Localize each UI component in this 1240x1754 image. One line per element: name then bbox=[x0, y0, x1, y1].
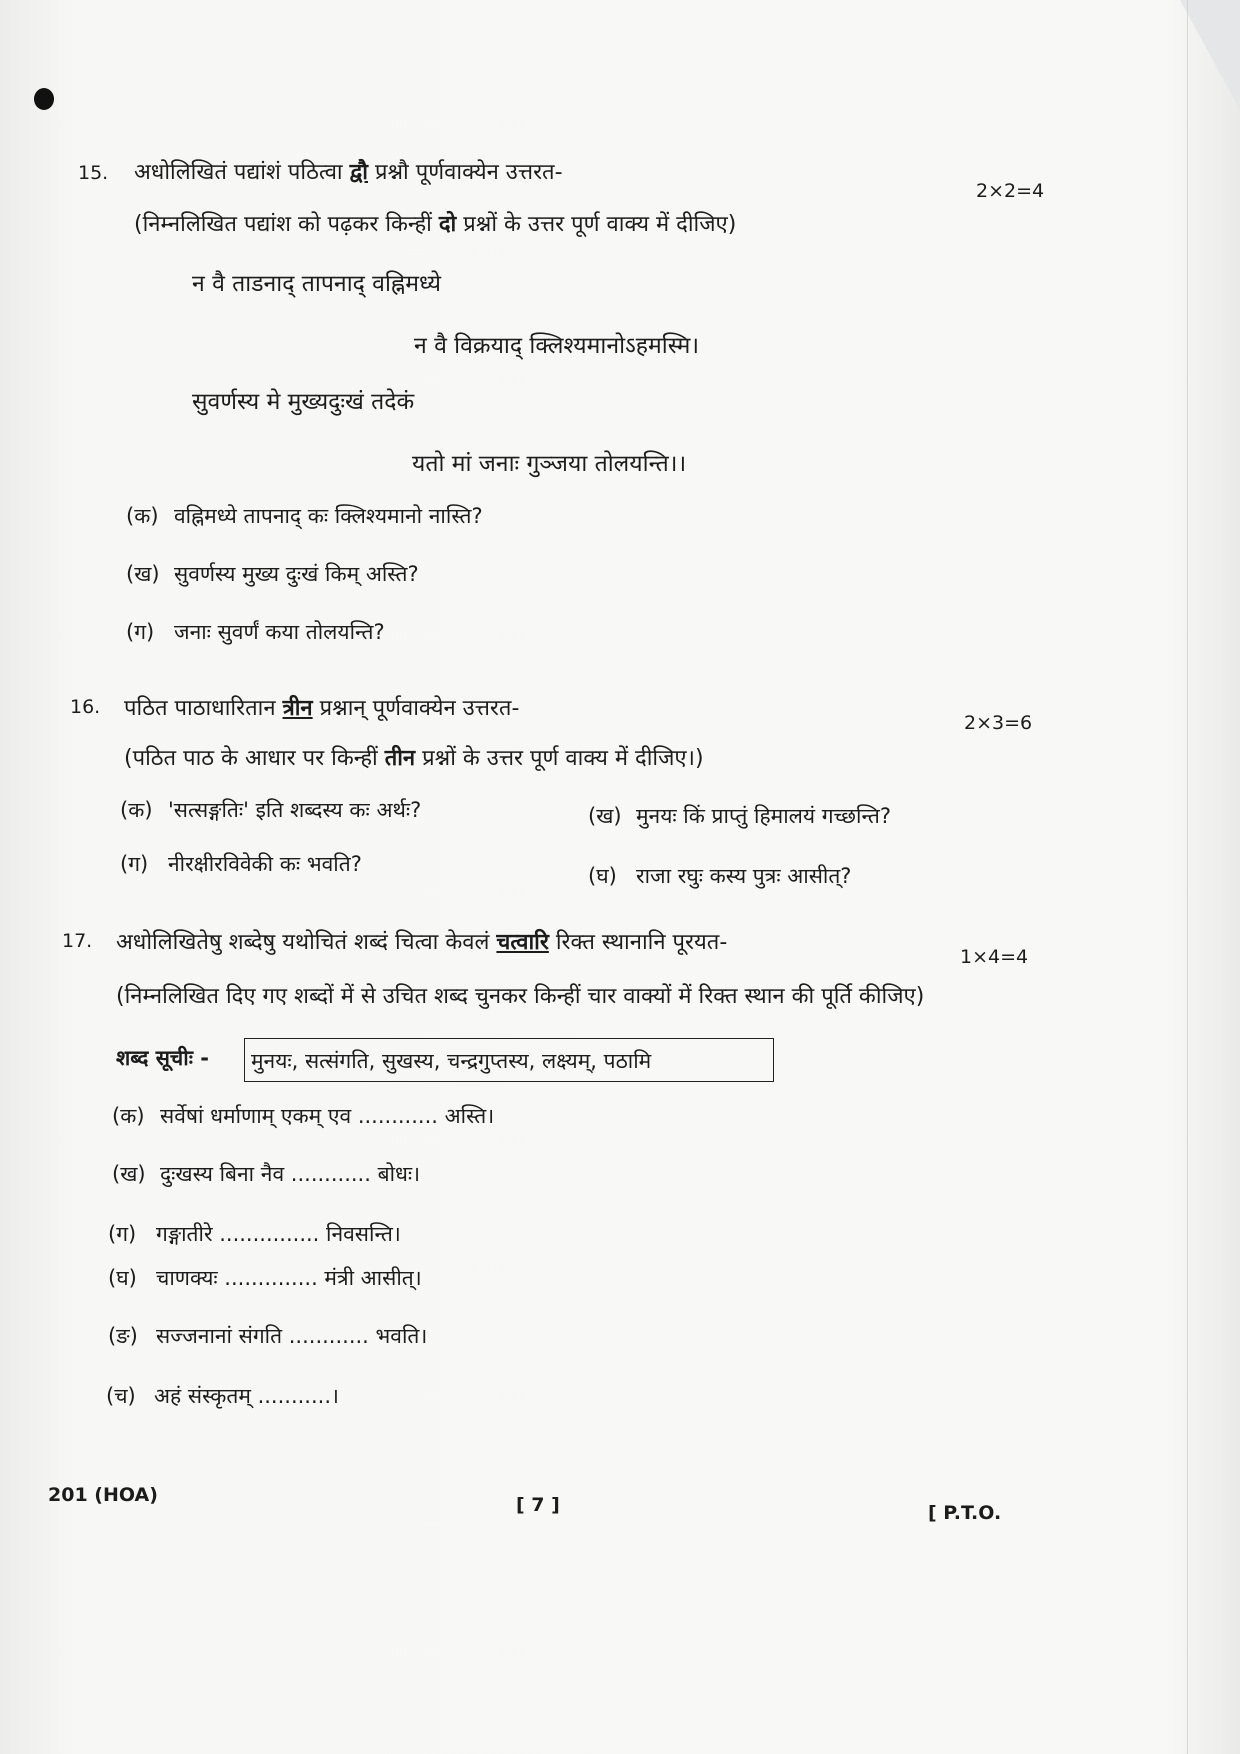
q17-instruction: अधोलिखितेषु शब्देषु यथोचितं शब्दं चित्वा केवलं चत्वारि रिक्त स्थानानि पूरयत- bbox=[116, 930, 728, 955]
page-number: [ 7 ] bbox=[516, 1494, 560, 1516]
q15-verse-line-4: यतो मां जनाः गुञ्जया तोलयन्ति।। bbox=[412, 451, 687, 477]
q15-verse-line-3: सुवर्णस्य मे मुख्यदुःखं तदेकं bbox=[192, 389, 415, 415]
q17-subquestion-f: (च) अहं संस्कृतम् ...........। bbox=[106, 1384, 339, 1408]
q17-subquestion-b: (ख) दुःखस्य बिना नैव ............ बोधः। bbox=[112, 1162, 421, 1186]
q16-number: 16. bbox=[70, 696, 101, 718]
q17-subquestion-a: (क) सर्वेषां धर्माणाम् एकम् एव ............ अस्ति। bbox=[112, 1104, 495, 1128]
punch-hole-mark bbox=[34, 88, 54, 110]
page-edge bbox=[1187, 0, 1188, 1754]
q16-subquestion-c: (ग) नीरक्षीरविवेकी कः भवति? bbox=[120, 852, 362, 876]
paper-code: 201 (HOA) bbox=[48, 1484, 158, 1506]
q15-subquestion-a: (क) वह्निमध्ये तापनाद् कः क्लिश्यमानो नास्ति? bbox=[126, 504, 483, 528]
q17-wordlist-box: मुनयः, सत्संगति, सुखस्य, चन्द्रगुप्तस्य, लक्ष्यम्, पठामि bbox=[244, 1038, 774, 1082]
q16-subquestion-b: (ख) मुनयः किं प्राप्तुं हिमालयं गच्छन्ति? bbox=[588, 804, 892, 828]
q15-verse-line-2: न वै विक्रयाद् क्लिश्यमानोऽहमस्मि। bbox=[414, 333, 700, 359]
q15-subquestion-b: (ख) सुवर्णस्य मुख्य दुःखं किम् अस्ति? bbox=[126, 562, 419, 586]
q16-marks: 2×3=6 bbox=[964, 712, 1033, 734]
folded-corner bbox=[1180, 0, 1240, 110]
q17-hindi-instruction: (निम्नलिखित दिए गए शब्दों में से उचित शब्द चुनकर किन्हीं चार वाक्यों में रिक्त स्थान की पूर्ति कीजिए) bbox=[116, 984, 925, 1009]
q16-subquestion-a: (क) 'सत्सङ्गतिः' इति शब्दस्य कः अर्थः? bbox=[120, 798, 422, 822]
q17-number: 17. bbox=[62, 930, 93, 952]
q15-subquestion-c: (ग) जनाः सुवर्णं कया तोलयन्ति? bbox=[126, 620, 385, 644]
pto-marker: [ P.T.O. bbox=[928, 1502, 1002, 1524]
q16-subquestion-d: (घ) राजा रघुः कस्य पुत्रः आसीत्? bbox=[588, 864, 852, 888]
q16-instruction: पठित पाठाधारितान त्रीन प्रश्नान् पूर्णवाक्येन उत्तरत- bbox=[124, 696, 520, 721]
q15-marks: 2×2=4 bbox=[976, 180, 1045, 202]
q17-subquestion-d: (घ) चाणक्यः .............. मंत्री आसीत्। bbox=[108, 1266, 422, 1290]
q15-number: 15. bbox=[78, 162, 109, 184]
q17-subquestion-c: (ग) गङ्गातीरे ............... निवसन्ति। bbox=[108, 1222, 401, 1246]
q15-instruction: अधोलिखितं पद्यांशं पठित्वा द्वौ प्रश्नौ पूर्णवाक्येन उत्तरत- bbox=[134, 160, 563, 185]
q17-marks: 1×4=4 bbox=[960, 946, 1029, 968]
q15-verse-line-1: न वै ताडनाद् तापनाद् वह्निमध्ये bbox=[192, 271, 441, 297]
q17-wordlist-label: शब्द सूचीः - bbox=[116, 1046, 209, 1070]
q17-subquestion-e: (ङ) सज्जनानां संगति ............ भवति। bbox=[108, 1324, 428, 1348]
q15-hindi-instruction: (निम्नलिखित पद्यांश को पढ़कर किन्हीं दो प्रश्नों के उत्तर पूर्ण वाक्य में दीजिए) bbox=[134, 212, 737, 237]
q16-hindi-instruction: (पठित पाठ के आधार पर किन्हीं तीन प्रश्नों के उत्तर पूर्ण वाक्य में दीजिए।) bbox=[124, 746, 704, 771]
